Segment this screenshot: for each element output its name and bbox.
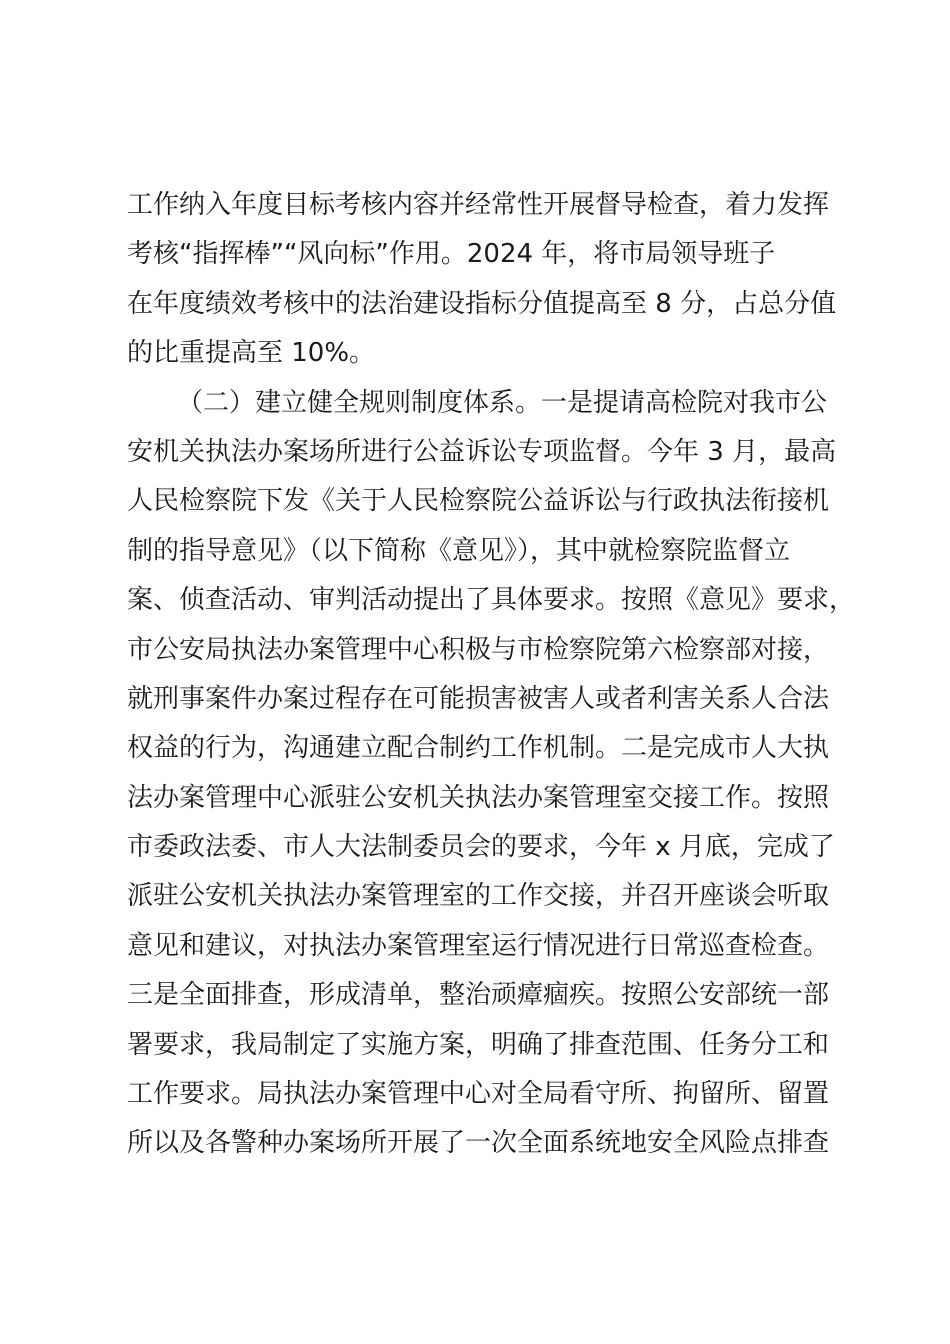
- text-line: 工作要求。局执法办案管理中心对全局看守所、拘留所、留置: [127, 1079, 830, 1110]
- body-text: [127, 181, 867, 1169]
- text-line: 安机关执法办案场所进行公益诉讼专项监督。今年 3 月，最高: [127, 436, 837, 467]
- text-line: 所以及各警种办案场所开展了一次全面系统地安全风险点排查: [127, 1128, 830, 1159]
- text-line: 三是全面排查，形成清单，整治顽瘴痼疾。按照公安部统一部: [127, 980, 830, 1011]
- text-line: 法办案管理中心派驻公安机关执法办案管理室交接工作。按照: [127, 782, 830, 813]
- text-line: 就刑事案件办案过程存在可能损害被害人或者利害关系人合法: [127, 683, 830, 714]
- text-line: 市委政法委、市人大法制委员会的要求，今年 x 月底，完成了: [127, 832, 835, 863]
- text-line: 在年度绩效考核中的法治建设指标分值提高至 8 分，占总分值: [127, 288, 837, 319]
- text-line: 的比重提高至 10%。: [127, 338, 376, 369]
- text-line: 署要求，我局制定了实施方案，明确了排查范围、任务分工和: [127, 1029, 830, 1060]
- text-line: 制的指导意见》（以下简称《意见》），其中就检察院监督立: [127, 535, 791, 566]
- text-line: 案、侦查活动、审判活动提出了具体要求。按照《意见》要求，: [127, 585, 856, 616]
- text-line: 人民检察院下发《关于人民检察院公益诉讼与行政执法衔接机: [127, 486, 830, 517]
- section-heading-line: （二）建立健全规则制度体系。一是提请高检院对我市公: [177, 387, 828, 418]
- text-line: 考核“指挥棒”“风向标”作用。2024 年，将市局领导班子: [127, 239, 776, 270]
- text-line: 权益的行为，沟通建立配合制约工作机制。二是完成市人大执: [127, 733, 830, 764]
- text-line: 意见和建议，对执法办案管理室运行情况进行日常巡查检查。: [127, 930, 830, 961]
- text-line: 派驻公安机关执法办案管理室的工作交接，并召开座谈会听取: [127, 881, 830, 912]
- text-line: 市公安局执法办案管理中心积极与市检察院第六检察部对接，: [127, 634, 830, 665]
- text-line: 工作纳入年度目标考核内容并经常性开展督导检查，着力发挥: [127, 190, 830, 220]
